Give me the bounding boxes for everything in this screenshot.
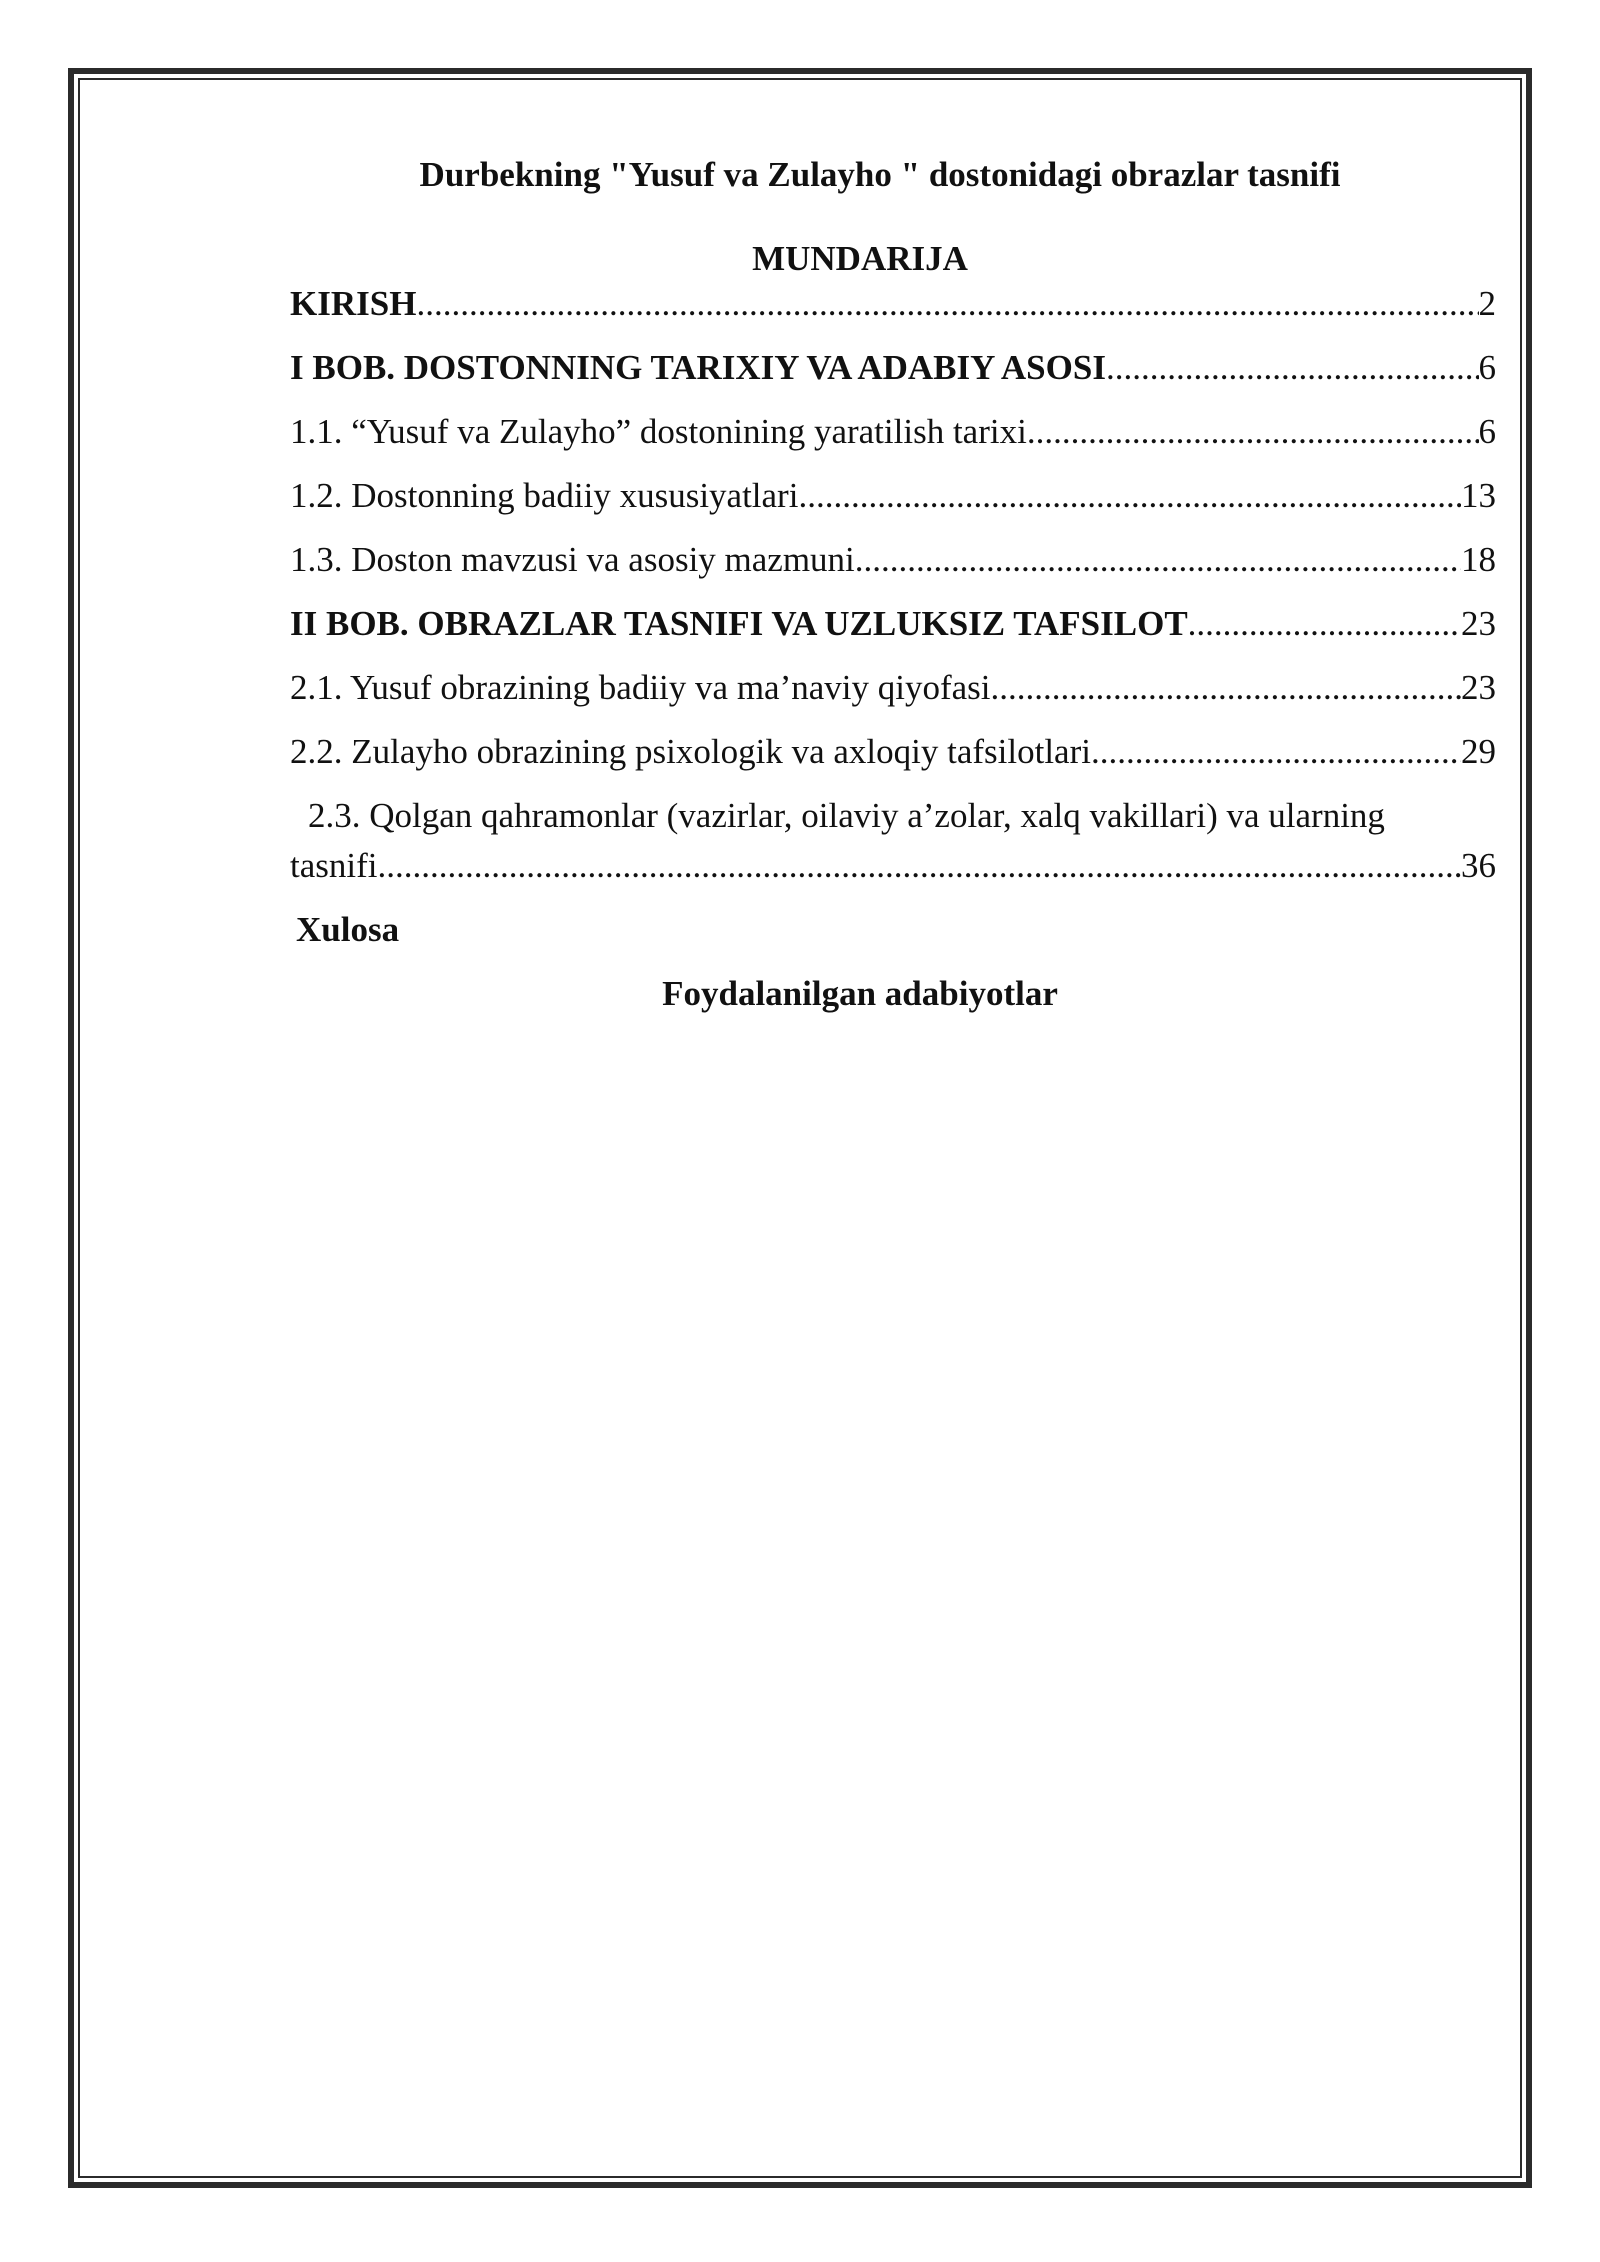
toc-leader-dots <box>1091 727 1461 777</box>
toc-leader-dots <box>855 535 1461 585</box>
toc-entry-1-3[interactable] <box>290 535 1496 599</box>
toc-entry-label: 2.3. Qolgan qahramonlar (vazirlar, oilaviy a’zolar, xalq vakillari) va ularning <box>308 796 1385 835</box>
table-of-contents <box>290 279 1496 1019</box>
toc-leader-dots <box>1027 407 1479 457</box>
toc-leader-dots <box>991 663 1462 713</box>
toc-entry-conclusion[interactable]: Xulosa <box>296 910 400 949</box>
toc-entry-2-1[interactable] <box>290 663 1496 727</box>
toc-entry-1-1[interactable] <box>290 407 1496 471</box>
toc-entry-page: 23 <box>1461 604 1496 643</box>
toc-entry-page: 36 <box>1461 846 1496 885</box>
toc-entry-label: 1.3. Doston mavzusi va asosiy mazmuni <box>290 540 855 579</box>
toc-entry-label: I BOB. DOSTONNING TARIXIY VA ADABIY ASOSI <box>290 348 1106 387</box>
toc-entry-chapter-1[interactable] <box>290 343 1496 407</box>
toc-entry-page: 29 <box>1461 732 1496 771</box>
toc-leader-dots <box>377 841 1461 891</box>
toc-entry-page: 18 <box>1461 540 1496 579</box>
toc-entry-page: 23 <box>1461 668 1496 707</box>
toc-entry-label: 1.1. “Yusuf va Zulayho” dostonining yaratilish tarixi <box>290 412 1027 451</box>
toc-entry-page: 2 <box>1478 284 1496 323</box>
toc-leader-dots <box>798 471 1461 521</box>
toc-leader-dots <box>1188 599 1461 649</box>
toc-entry-chapter-2[interactable] <box>290 599 1496 663</box>
toc-entry-page: 6 <box>1478 412 1496 451</box>
toc-entry-page: 6 <box>1478 348 1496 387</box>
toc-leader-dots <box>416 279 1478 329</box>
toc-heading: MUNDARIJA <box>752 239 968 278</box>
toc-entry-1-2[interactable] <box>290 471 1496 535</box>
toc-leader-dots <box>1106 343 1479 393</box>
toc-entry-2-2[interactable] <box>290 727 1496 791</box>
toc-entry-kirish[interactable] <box>290 279 1496 343</box>
document-title: Durbekning "Yusuf va Zulayho " dostonidagi obrazlar tasnifi <box>419 155 1341 194</box>
toc-entry-references[interactable]: Foydalanilgan adabiyotlar <box>662 974 1058 1013</box>
toc-entry-label: KIRISH <box>290 284 417 323</box>
toc-entry-page: 13 <box>1461 476 1496 515</box>
toc-entry-2-3[interactable] <box>290 791 1496 905</box>
toc-entry-label: II BOB. OBRAZLAR TASNIFI VA UZLUKSIZ TAFSILOT <box>290 604 1188 643</box>
toc-entry-label: 2.1. Yusuf obrazining badiiy va ma’naviy qiyofasi <box>290 668 991 707</box>
toc-entry-label: 1.2. Dostonning badiiy xususiyatlari <box>290 476 799 515</box>
toc-entry-label-continued: tasnifi <box>290 846 378 885</box>
toc-entry-label: 2.2. Zulayho obrazining psixologik va axloqiy tafsilotlari <box>290 732 1091 771</box>
